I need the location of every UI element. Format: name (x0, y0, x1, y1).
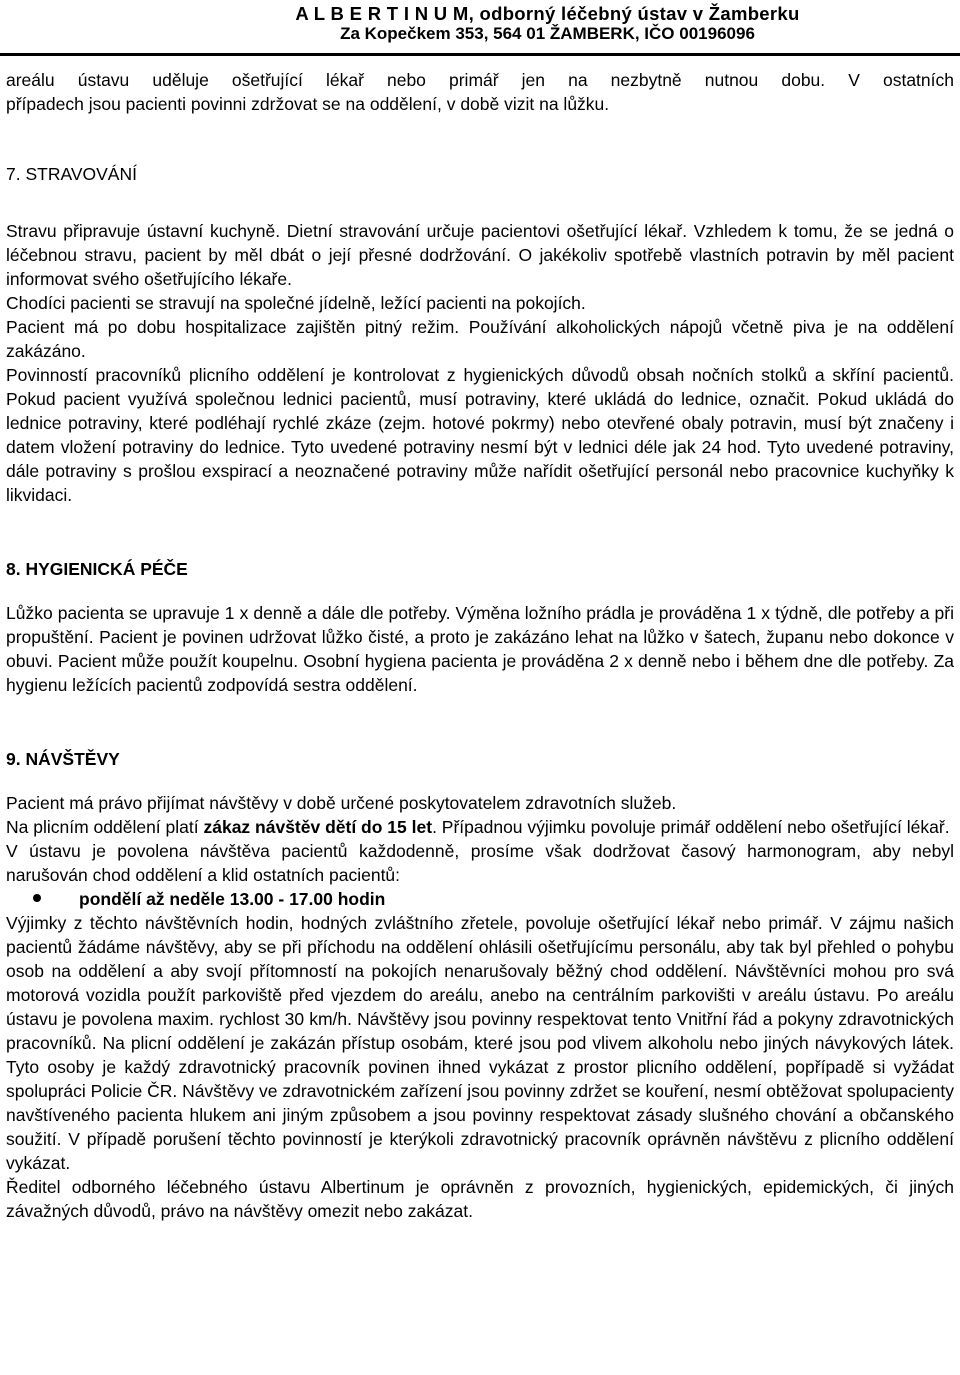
section-8-heading: 8. HYGIENICKÁ PÉČE (6, 559, 188, 579)
section-7-paragraph-3: Pacient má po dobu hospitalizace zajištěn pitný režim. Používání alkoholických nápojů včetně piva je na oddělení zakázáno. (6, 317, 954, 361)
section-7-paragraph-4: Povinností pracovníků plicního oddělení je kontrolovat z hygienických důvodů obsah nočních stolků a skříní pacientů. Pokud pacient využívá společnou lednici pacientů, musí potraviny, které ukládá do lednice, označit. Pokud ukládá do lednice potraviny, které podléhají rychlé zkáze (zejm. hotové pokrmy) nebo otevřené obaly potravin, musí být značeny i datem vložení potraviny do lednice. Tyto uvedené potraviny nesmí být v lednici déle jak 24 hod. Tyto uvedené potraviny, dále potraviny s prošlou exspirací a neoznačené potraviny může nařídit ošetřující personál nebo pracovnice kuchyňky k likvidaci. (6, 365, 954, 505)
document-body (6, 68, 954, 1223)
section-9-paragraph-5: Ředitel odborného léčebného ústavu Albertinum je oprávněn z provozních, hygienických, epidemických, či jiných závažných důvodů, právo na návštěvy omezit nebo zakázat. (6, 1177, 954, 1221)
header-title: A L B E R T I N U M, odborný léčebný ústav v Žamberku (295, 3, 800, 24)
header-address: Za Kopečkem 353, 564 01 ŽAMBERK, IČO 00196096 (340, 24, 755, 43)
section-7-paragraph-2: Chodíci pacienti se stravují na společné jídelně, ležící pacienti na pokojích. (6, 293, 586, 313)
visit-ban-bold: zákaz návštěv dětí do 15 let (203, 817, 433, 837)
section-9-paragraph-2 (6, 815, 954, 839)
section-9-paragraph-4: Výjimky z těchto návštěvních hodin, hodných zvláštního zřetele, povoluje ošetřující lékař nebo primář. V zájmu našich pacientů žádáme návštěvy, aby se při příchodu na oddělení ohlásili ošetřujícímu personálu, aby tak byl přehled o pohybu osob na oddělení a aby svojí přítomností na pokojích nenarušovaly běžný chod oddělení. Návštěvníci mohou pro svá motorová vozidla použít parkoviště před vjezdem do areálu, anebo na centrálním parkovišti v areálu ústavu. Po areálu ústavu je povolena maxim. rychlost 30 km/h. Návštěvy jsou povinny respektovat tento Vnitřní řád a pokyny zdravotnických pracovníků. Na plicní oddělení je zakázán přístup osobám, které jsou pod vlivem alkoholu nebo jiných návykových látek. Tyto osoby je každý zdravotnický pracovník povinen ihned vykázat z prostor plicního oddělení, popřípadě si vyžádat spolupráci Policie ČR. Návštěvy ve zdravotnickém zařízení jsou povinny zdržet se kouření, nesmí obtěžovat spolupacienty navštíveného pacienta hlukem ani jiným způsobem a jsou povinny respektovat zásady slušného chování a občanského soužití. V případě porušení těchto povinností je kterýkoli zdravotnický pracovník oprávněn návštěvu z plicního oddělení vykázat. (6, 913, 954, 1173)
section-7-paragraph-1: Stravu připravuje ústavní kuchyně. Dietní stravování určuje pacientovi ošetřující lékař. Vzhledem k tomu, že se jedná o léčebnou stravu, pacient by měl dbát o její přesné dodržování. O jakékoliv spotřebě vlastních potravin by měl pacient informovat svého ošetřujícího lékaře. (6, 221, 954, 289)
visit-ban-pre: Na plicním oddělení platí (6, 817, 204, 837)
page-header (0, 0, 960, 44)
visiting-hours-text: pondělí až neděle 13.00 - 17.00 hodin (79, 889, 386, 909)
intro-line-2: případech jsou pacienti povinni zdržovat se na oddělení, v době vizit na lůžku. (6, 94, 610, 114)
section-9-paragraph-3: V ústavu je povolena návštěva pacientů každodenně, prosíme však dodržovat časový harmonogram, aby nebyl narušován chod oddělení a klid ostatních pacientů: (6, 841, 954, 885)
visiting-hours-bullet (6, 887, 954, 911)
section-8-paragraph-1: Lůžko pacienta se upravuje 1 x denně a dále dle potřeby. Výměna ložního prádla je prováděna 1 x týdně, dle potřeby a při propuštění. Pacient je povinen udržovat lůžko čisté, a proto je zakázáno lehat na lůžko v šatech, županu nebo dokonce v obuvi. Pacient může použít koupelnu. Osobní hygiena pacienta je prováděna 2 x denně nebo i během dne dle potřeby. Za hygienu ležících pacientů zodpovídá sestra oddělení. (6, 603, 954, 695)
visit-ban-post: . Případnou výjimku povoluje primář oddělení nebo ošetřující lékař. (432, 817, 950, 837)
section-9-heading: 9. NÁVŠTĚVY (6, 749, 120, 769)
intro-line-1: areálu ústavu uděluje ošetřující lékař nebo primář jen na nezbytně nutnou dobu. V ostatních (6, 70, 954, 90)
header-divider (0, 53, 960, 56)
section-9-paragraph-1: Pacient má právo přijímat návštěvy v době určené poskytovatelem zdravotních služeb. (6, 793, 677, 813)
bullet-icon (33, 894, 41, 902)
section-7-heading: 7. STRAVOVÁNÍ (6, 164, 137, 184)
